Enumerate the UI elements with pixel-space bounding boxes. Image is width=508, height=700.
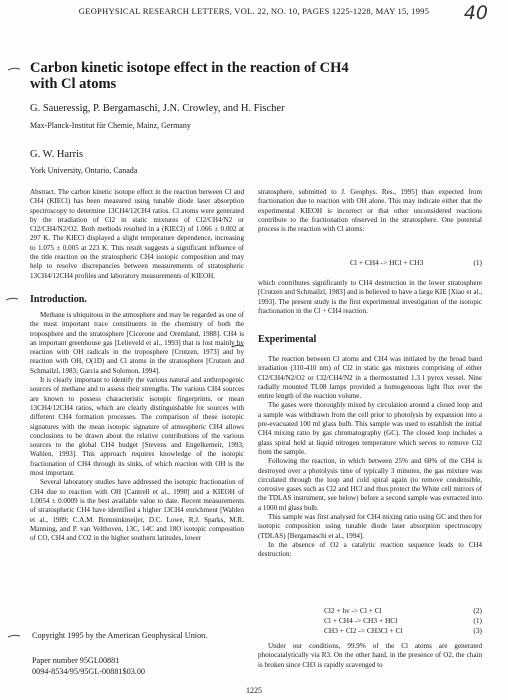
paragraph: This sample was first analysed for CH4 mixing ratio using GC and then for isotopic composition using tunable diode laser absorption spectroscopy (TDLAS) [Bergamaschi et al., 1994]. <box>258 513 482 540</box>
reaction-equations <box>324 606 403 636</box>
margin-mark <box>6 297 17 301</box>
paper-identifiers <box>32 656 145 677</box>
equation-1-number: (1) <box>473 258 482 267</box>
authors-line-1: G. Saueressig, P. Bergamaschi, J.N. Crowley, and H. Fischer <box>30 103 285 114</box>
equation-4-number: (3) <box>473 626 482 635</box>
right-column-top <box>258 188 482 234</box>
introduction-body <box>30 311 244 543</box>
paragraph: In the absence of O2 a catalytic reaction sequence leads to CH4 destruction: <box>258 540 482 559</box>
paragraph: It is clearly important to identify the various natural and anthropogenic sources of methane and to assess their strengths. The various CH4 sources are known to possess characteristic isotopic fingerprints, or mean 13CH4/12CH4 ratios, which are clearly distinguishable for sources with different CH4 formation processes. The comparison of these isotopic signatures with the mean isotopic signature of atmospheric CH4 allows conclusions to be drawn about the relative contributions of the various sources to the global CH4 budget [Stevens and Engelkemeir, 1993; Wahlen, 1993]. This approach requires knowledge of the isotopic fractionation of CH4 through its sinks, of which reaction with OH is the most important. <box>30 376 244 478</box>
paper-number: Paper number 95GL00881 <box>32 656 120 665</box>
right-column-bottom <box>258 642 482 670</box>
experimental-body <box>258 355 482 560</box>
section-heading-introduction: Introduction. <box>30 294 87 305</box>
paragraph: stratosphere, submitted to J. Geophys. Res., 1995] than expected from fractionation due to reaction with OH alone. This may indicate either that the experimental KIEOH is incorrect or that other unconsidered reactions contribute to the fractionation observed in the stratosphere. One potential process is the reaction with Cl atoms: <box>258 188 482 234</box>
affiliation-1: Max-Planck-Institut für Chemie, Mainz, Germany <box>30 121 191 130</box>
paragraph: Under our conditions, 99.9% of the Cl atoms are generated photocatalytically via R3. On the other hand, in the presence of O2, the chain is broken since CH3 is rapidly scavenged to <box>258 642 482 669</box>
paragraph: Following the reaction, in which between 25% and 60% of the CH4 is destroyed over a photolysis time of typically 3 minutes, the gas mixture was circulated through the loop and cold spiral again (to remove condensible, corrosive gases such as Cl2 and HCl and thus protect the White cell mirrors of the TDLAS instrument, see below) before a second sample was extracted into a 1000 ml glass bulb. <box>258 457 482 512</box>
paper-title: Carbon kinetic isotope effect in the reaction of CH4 with Cl atoms <box>30 60 349 92</box>
authors-line-2: G. W. Harris <box>30 149 84 160</box>
paragraph: Several laboratory studies have addressed the isotopic fractionation of CH4 due to reaction with OH [Cantrell et al., 1990] and a KIEOH of 1.0054 ± 0.0009 is the best available value to date. Recent measurements of stratospheric CH4 have identified a higher 13CH4 enrichment [Wahlen et al., 1989; C.A.M. Brenninkmeijer, D.C. Lowe, R.J. Sparks, M.R. Manning, and P. van Velthoven, 13C, 14C and 18O isotopic composition of CO, CH4 and CO2 in the higher southern latitudes, lower <box>30 478 244 543</box>
equation-4: CH3 + Cl2 -> CH3Cl + Cl <box>324 626 403 635</box>
equation-2-number: (2) <box>473 606 482 615</box>
margin-mark <box>8 67 19 71</box>
paragraph: The reaction between Cl atoms and CH4 was initiated by the broad band irradiation (310-410 nm) of Cl2 in static gas mixtures comprising of either Cl2/CH4/N2/O2 or Cl2/CH4/N2 in a thermostatted 1.3 l pyrex vessel. Nine radially mounted TL08 lamps provided a homogeneous light flux over the entire length of the reaction volume. <box>258 355 482 401</box>
section-heading-experimental: Experimental <box>258 334 317 345</box>
margin-mark <box>8 634 19 638</box>
equation-3: Cl + CH4 -> CH3 + HCl <box>324 616 398 625</box>
copyright-notice: Copyright 1995 by the American Geophysical Union. <box>32 631 208 640</box>
abstract <box>30 188 244 281</box>
affiliation-2: York University, Ontario, Canada <box>30 166 138 175</box>
equation-1: Cl + CH4 -> HCl + CH3 <box>350 258 424 267</box>
reaction-equation-numbers <box>473 606 482 636</box>
handwritten-page-mark: 40 <box>463 2 488 24</box>
issn-code: 0094-8534/95/95GL-00881$03.00 <box>32 666 146 676</box>
page-number: 1225 <box>246 686 262 695</box>
abstract-text: Abstract. The carbon kinetic isotope effect in the reaction between Cl and CH4 (KIECl) has been measured using tunable diode laser absorption spectroscopy to determine 13CH4/12CH4 ratios. Cl atoms were generated by the irradiation of Cl2 in static mixtures of Cl2/CH4/N2 or Cl2/CH4/N2/O2. Both methods resulted in a (KIECl) of 1.066 ± 0.002 at 297 K. The KIECl displayed a slight temperature dependence, increasing to 1.075 ± 0.005 at 223 K. This result suggests a significant influence of the title reaction on the stratospheric CH4 isotopic composition and may help to resolve discrepancies between measurements of stratospheric 13CH4/12CH4 profiles and laboratory measurements of KIEOH. <box>30 188 244 280</box>
paragraph: The gases were thoroughly mixed by circulation around a closed loop and a sample was withdrawn from the cell prior to photolysis by expansion into a pre-evacuated 100 ml glass bulb. This sample was used to establish the initial CH4 mixing ratio by gas chromatography (GC). The closed loop includes a glass spiral held at liquid nitrogen temperature which serves to remove Cl2 from the sample. <box>258 401 482 456</box>
equation-3-number: (1) <box>473 616 482 625</box>
paragraph: Methane is ubiquitous in the atmosphere and may be regarded as one of the most important trace constituents in the chemistry of both the troposphere and the stratosphere [Cicerone and Oremland, 1988]. CH4 is an important greenhouse gas [Lelieveld et al., 1993] that is lost mainly by reaction with OH radicals in the troposphere [Crutzen, 1973] and by reaction with OH, O(1D) and Cl atoms in the stratosphere [Crutzen and Schmailzl, 1983; Garcia and Solomon, 1994]. <box>30 311 244 375</box>
paragraph: which contributes significantly to CH4 destruction in the lower stratosphere [Crutzen and Schmailzl, 1983] and is believed to have a large KIE [Xiao et al., 1993]. The present study is the first experimental investigation of the isotopic fractionation in the Cl + CH4 reaction. <box>258 279 482 315</box>
journal-header: GEOPHYSICAL RESEARCH LETTERS, VOL. 22, NO. 10, PAGES 1225-1228, MAY 15, 1995 <box>78 6 430 16</box>
right-column-mid <box>258 279 482 316</box>
equation-2: Cl2 + hν -> Cl + Cl <box>324 606 382 615</box>
